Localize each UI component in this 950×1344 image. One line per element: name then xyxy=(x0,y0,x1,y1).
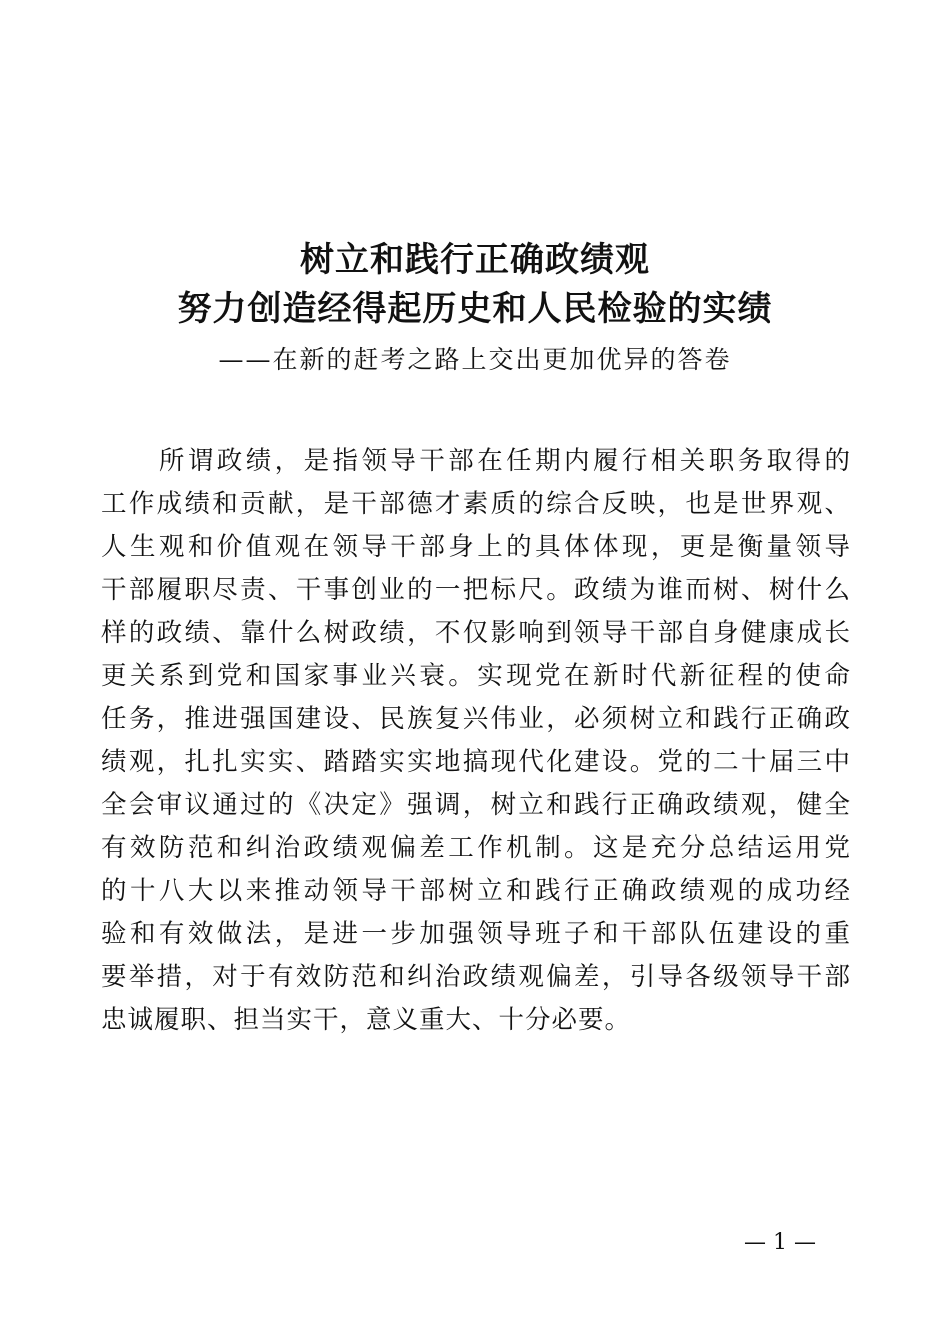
paragraph-line: 绩观，扎扎实实、踏踏实实地搞现代化建设。党的二十届三中 xyxy=(101,747,850,777)
paragraph-line: 要举措，对于有效防范和纠治政绩观偏差，引导各级领导干部 xyxy=(101,962,850,992)
paragraph-line: 任务，推进强国建设、民族复兴伟业，必须树立和践行正确政 xyxy=(101,704,850,734)
paragraph-line: 全会审议通过的《决定》强调，树立和践行正确政绩观，健全 xyxy=(101,790,850,820)
body-paragraph xyxy=(101,440,850,1042)
paragraph-line: 有效防范和纠治政绩观偏差工作机制。这是充分总结运用党 xyxy=(101,833,850,863)
page-number: — 1 — xyxy=(744,1230,816,1255)
paragraph-line: 干部履职尽责、干事创业的一把标尺。政绩为谁而树、树什么 xyxy=(101,575,850,605)
title-line-1: 树立和践行正确政绩观 xyxy=(300,240,650,280)
paragraph-line: 的十八大以来推动领导干部树立和践行正确政绩观的成功经 xyxy=(101,876,850,906)
paragraph-line: 验和有效做法，是进一步加强领导班子和干部队伍建设的重 xyxy=(101,919,850,949)
paragraph-line: 样的政绩、靠什么树政绩，不仅影响到领导干部自身健康成长 xyxy=(101,618,850,648)
title-line-2: 努力创造经得起历史和人民检验的实绩 xyxy=(177,289,773,329)
paragraph-line: 工作成绩和贡献，是干部德才素质的综合反映，也是世界观、 xyxy=(101,489,850,519)
paragraph-line: 忠诚履职、担当实干，意义重大、十分必要。 xyxy=(101,1005,632,1035)
paragraph-line: 更关系到党和国家事业兴衰。实现党在新时代新征程的使命 xyxy=(101,661,850,691)
paragraph-line: 人生观和价值观在领导干部身上的具体体现，更是衡量领导 xyxy=(101,532,850,562)
subtitle: ——在新的赶考之路上交出更加优异的答卷 xyxy=(218,345,732,374)
paragraph-line: 所谓政绩，是指领导干部在任期内履行相关职务取得的 xyxy=(101,446,850,476)
